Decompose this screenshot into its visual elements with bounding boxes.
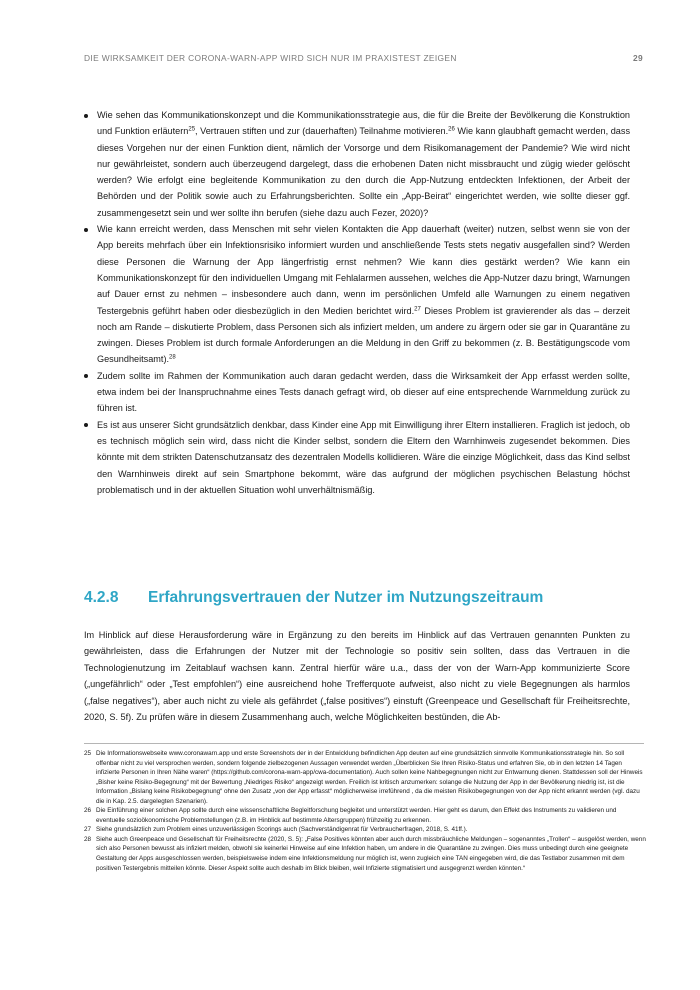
footnote [84, 825, 646, 835]
footnote-text: Die Informationswebseite www.coronawarn.app und erste Screenshots der in der Entwicklung befindlichen App deuten auf eine grundsätzlich sinnvolle Kommunikationsstrategie hin. So soll offenbar nicht zu viel versprochen werden, sondern folgende zielbezogenen Aussagen verwendet werden „Überblicken Sie Ihren Risiko-Status und erfahren Sie, ob in den letzten 14 Tagen infizierte Personen in Ihren Nähe waren“ (https://github.com/corona-warn-app/cwa-documentation). Auch sollen keine Nahbegegnungen nicht zur Entwarnung dienen. Stattdessen soll der Hinweis „Bisher keine Risiko-Begegnung“ mit der Bewertung „Niedriges Risiko“ angezeigt werden. Freilich ist kritisch anzumerken: solange die Nutzung der App in der Bevölkerung niedrig ist, ist die Information „Bislang keine Risikobegegnung“ ohne den Zusatz „von der App erfasst“ möglicherweise irreführend , da die meisten Risikobegegnungen von der App nicht erkannt werden (vgl. dazu die in Kap. 2.5. dargelegten Szenarien). [96, 750, 643, 805]
bullet-item: Wie kann erreicht werden, dass Menschen mit sehr vielen Kontakten die App dauerhaft (weiter) nutzen, selbst wenn sie von der App bereits mehrfach über ein Infektionsrisiko informiert wurden und anschließende Tests stets negativ ausgefallen sind? Werden diese Personen die Warnung der App längerfristig ernst nehmen? Wie kann dies gestärkt werden? Wie kann ein Kommunikationskonzept für den individuellen Umgang mit Fehlalarmen aussehen, welches die App-Nutzer dazu bringt, Warnungen auf Dauer ernst zu nehmen – insbesondere auch dann, wenn im persönlichen Umfeld alle Warnungen zu einem negativen Testergebnis geführt haben oder diesbezüglich in den Medien berichtet wird.$^{27}$ Dieses Problem ist gravierender als das – derzeit noch am Rande – diskutierte Problem, dass Personen sich als infiziert melden, um andere zu ärgern oder sie gar in Quarantäne zu zwingen. Dieses Problem ist durch formale Anforderungen an die Meldung in den Griff zu bekommen (z. B. Bestätigungscode vom Gesundheitsamt).$^{28}$ [84, 221, 630, 368]
footnote-number: 25 [84, 750, 92, 757]
section-heading [84, 589, 644, 607]
footnote-divider [84, 743, 644, 744]
footnote-ref: 26 [448, 126, 455, 133]
running-title: DIE WIRKSAMKEIT DER CORONA-WARN-APP WIRD SICH NUR IM PRAXISTEST ZEIGEN [84, 53, 457, 63]
footnote [84, 835, 646, 873]
footnotes [84, 749, 646, 873]
footnote-text: Die Einführung einer solchen App sollte durch eine wissenschaftliche Begleitforschung begleitet und unterstützt werden. Hier geht es darum, den Effekt des Instruments zu validieren und eventuelle sozioökonomische Problemstellungen (z.B. im Hinblick auf bestimmte Altersgruppen) frühzeitig zu erkennen. [96, 807, 617, 824]
footnote-ref: 28 [169, 354, 176, 361]
footnote-number: 28 [84, 835, 92, 843]
running-header [84, 53, 643, 63]
bullet-dot [84, 423, 88, 427]
footnote-ref: 25 [188, 126, 196, 133]
bullet-item: Zudem sollte im Rahmen der Kommunikation auch daran gedacht werden, dass die Wirksamkeit der App erfasst werden sollte, etwa indem bei der Inanspruchnahme eines Tests danach gefragt wird, ob dieser auf eine entsprechende Warnmeldung zurück zu führen ist. [84, 368, 630, 417]
footnote-ref: 27 [414, 306, 421, 313]
footnote [84, 806, 646, 825]
bullet-dot [84, 228, 88, 232]
section-paragraph: Im Hinblick auf diese Herausforderung wäre in Ergänzung zu den bereits im Hinblick auf das Vertrauen genannten Punkten zu gewährleisten, dass die Erfahrungen der Nutzer mit der Technologie so positiv sein sollten, dass das Vertrauen in die Technologienutzung im Zeitablauf wachsen kann. Zentral hierfür wäre u.a., dass der von der Warn-App kommunizierte Score („ungefährlich“ oder „Test empfohlen“) eine ausreichend hohe Trefferquote aufweist, also nicht zu viele Begegnungen als harmlos („false negatives“), aber auch nicht zu viele als gefährdet („false positives“) einstuft (Greenpeace und Gesellschaft für Freiheitsrechte, 2020, S. 5f). Zu prüfen wäre in diesem Zusammenhang auch, welche Möglichkeiten bestünden, die Ab- [84, 630, 630, 723]
bullet-item: Wie sehen das Kommunikationskonzept und die Kommunikationsstrategie aus, die für die Breite der Bevölkerung die Konstruktion und Funktion erläutern$^{25}$, Vertrauen stiften und zur (dauerhaften) Teilnahme motivieren.$^{26}$ Wie kann glaubhaft gemacht werden, dass dieses Vorgehen nur der einen Funktion dient, nämlich der Vorsorge und dem Risikomanagement der Pandemie? Wie wird nicht nur gewährleistet, sondern auch überzeugend dargelegt, dass die erhobenen Daten nicht missbraucht und zügig wieder gelöscht werden? Wie erfolgt eine begleitende Kommunikation zu den durch die App-Nutzung entdeckten Infektionen, der Arbeit der Behörden und der Politik sowie auch zu Erfahrungsberichten. Sollte ein „App-Beirat“ eingerichtet werden, wie sollte dieser ggf. zusammengesetzt sein und wer sollte ihn berufen (siehe dazu auch Fezer, 2020)? [84, 107, 630, 221]
bullet-dot [84, 374, 88, 378]
footnote-text: Siehe grundsätzlich zum Problem eines unzuverlässigen Scorings auch (Sachverständigenrat für Verbraucherfragen, 2018, S. 41ff.). [96, 826, 468, 834]
bullet-list [84, 107, 630, 498]
bullet-item: Es ist aus unserer Sicht grundsätzlich denkbar, dass Kinder eine App mit Einwilligung ihrer Eltern installieren. Fraglich ist jedoch, ob es technisch möglich sein wird, dass nicht die Kinder selbst, sondern die Eltern den Warnhinweis zugesendet bekommen. Dies könnte mit dem strikten Datenschutzansatz des dezentralen Modells kollidieren. Wäre die einzige Möglichkeit, dass das Kind selbst den Warnhinweis direkt auf sein Smartphone bekommt, wäre das aufgrund der möglichen psychischen Belastung höchst problematisch und in der aktuellen Situation wohl unverhältnismäßig. [84, 417, 630, 498]
page-number: 29 [632, 53, 643, 63]
section-number: 4.2.8 [84, 589, 119, 606]
section-title: Erfahrungsvertrauen der Nutzer im Nutzungszeitraum [148, 589, 544, 606]
footnote-number: 27 [84, 826, 92, 834]
footnote [84, 749, 646, 806]
footnote-text: Siehe auch Greenpeace und Gesellschaft für Freiheitsrechte (2020, S. 5): „False Positives könnten aber auch durch missbräuchliche Meldungen – sogenanntes „Trollen“ – ausgelöst werden, wenn sich also Personen bewusst als infiziert melden, obwohl sie keinerlei Hinweise auf eine Infektion haben, um andere in die Quarantäne zu zwingen. Dies muss unbedingt durch eine geeignete Gestaltung der Apps ausgeschlossen werden, beispielsweise indem eine Infektionsmeldung nur möglich ist, wenn zugleich eine TAN eingegeben wird, die das Testlabor zusammen mit dem positiven Testergebnis mitteilen könnte. Dieser Aspekt sollte auch deshalb im Blick bleiben, weil Infizierte stigmatisiert und ausgegrenzt werden könnten.“ [96, 835, 646, 872]
footnote-number: 26 [84, 807, 92, 815]
bullet-dot [84, 114, 88, 118]
